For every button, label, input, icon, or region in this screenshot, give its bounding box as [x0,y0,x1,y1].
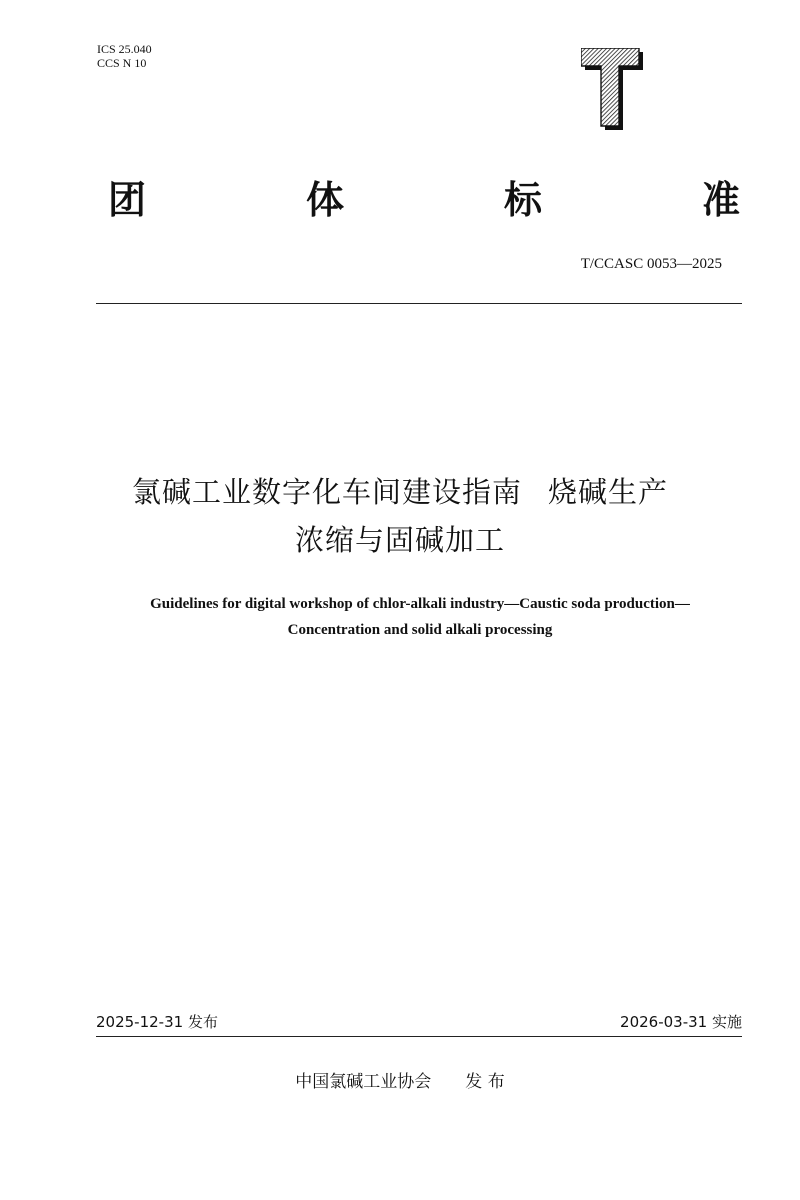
standard-t-emblem [581,48,643,130]
english-title-line-1: Guidelines for digital workshop of chlor-alkali industry—Caustic soda production— [150,596,690,612]
chinese-title-main: 氯碱工业数字化车间建设指南 [131,475,522,509]
chinese-title-part: 烧碱生产 [548,475,669,509]
publisher-action: 发 布 [465,1072,505,1092]
chinese-title-line-1 [60,470,740,511]
publisher-line [0,1067,800,1092]
top-divider [96,303,742,304]
standard-type-char: 标 [503,177,542,222]
implementation-date: 2026-03-31 实施 [620,1013,742,1031]
ccs-code: CCS N 10 [97,56,147,70]
ics-code: ICS 25.040 [97,42,152,56]
english-title-line-2: Concentration and solid alkali processing [287,622,553,638]
bottom-divider [96,1036,742,1037]
standard-type-heading [108,171,740,221]
standard-number: T/CCASC 0053—2025 [580,256,722,272]
publisher-name: 中国氯碱工业协会 [295,1072,432,1092]
standard-type-char: 准 [701,177,740,222]
issue-date: 2025-12-31 发布 [96,1013,218,1031]
standard-type-char: 体 [305,177,344,222]
chinese-title-line-2: 浓缩与固碱加工 [294,523,505,557]
standard-type-char: 团 [108,177,147,222]
classification-codes [97,42,152,70]
